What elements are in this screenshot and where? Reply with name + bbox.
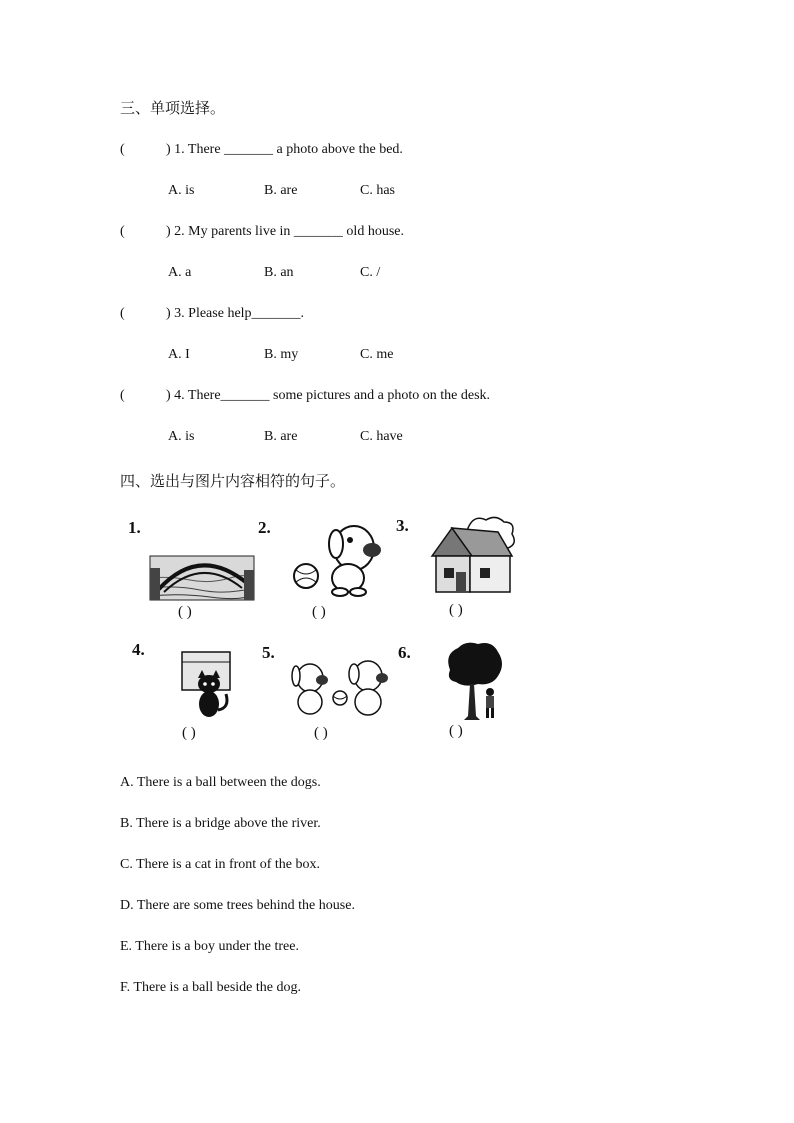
- sentence-a: A. There is a ball between the dogs.: [120, 775, 321, 790]
- sentence-f: F. There is a ball beside the dog.: [120, 980, 301, 995]
- section-3-title: 三、单项选择。: [120, 99, 226, 117]
- answer-paren-close: ): [166, 388, 171, 403]
- boy-under-tree-icon: [442, 640, 506, 722]
- sentence-b: B. There is a bridge above the river.: [120, 816, 321, 831]
- picture-number-6: 6.: [398, 643, 411, 662]
- picture-3-answer-blank: ( ): [449, 602, 463, 618]
- option-a: A. a: [168, 265, 192, 280]
- answer-paren-close: ): [166, 224, 171, 239]
- picture-5-answer-blank: ( ): [314, 725, 328, 741]
- picture-2-answer-blank: ( ): [312, 604, 326, 620]
- question-1: [120, 142, 403, 158]
- picture-4-answer-blank: ( ): [182, 725, 196, 741]
- answer-paren-close: ): [166, 142, 171, 157]
- answer-paren-open: (: [120, 142, 125, 157]
- question-2: [120, 224, 404, 240]
- option-b: B. are: [264, 183, 298, 198]
- question-text: 3. Please help_______.: [174, 306, 305, 321]
- option-b: B. an: [264, 265, 294, 280]
- option-a: A. is: [168, 429, 195, 444]
- option-c: C. have: [360, 429, 403, 444]
- ball-between-dogs-icon: [288, 658, 392, 720]
- sentence-e: E. There is a boy under the tree.: [120, 939, 299, 954]
- option-c: C. has: [360, 183, 395, 198]
- question-text: 2. My parents live in _______ old house.: [174, 224, 404, 239]
- question-text: 1. There _______ a photo above the bed.: [174, 142, 403, 157]
- option-a: A. is: [168, 183, 195, 198]
- question-text: 4. There_______ some pictures and a photo on the desk.: [174, 388, 491, 403]
- option-c: C. /: [360, 265, 381, 280]
- picture-number-2: 2.: [258, 518, 271, 537]
- question-4: [120, 388, 490, 404]
- picture-number-4: 4.: [132, 640, 145, 659]
- ball-beside-dog-icon: [292, 518, 384, 598]
- option-c: C. me: [360, 347, 394, 362]
- sentence-c: C. There is a cat in front of the box.: [120, 857, 320, 872]
- option-a: A. I: [168, 347, 190, 362]
- picture-1-answer-blank: ( ): [178, 604, 192, 620]
- answer-paren-close: ): [166, 306, 171, 321]
- sentence-d: D. There are some trees behind the house.: [120, 898, 355, 913]
- picture-number-1: 1.: [128, 518, 141, 537]
- picture-6-answer-blank: ( ): [449, 723, 463, 739]
- picture-number-5: 5.: [262, 643, 275, 662]
- option-b: B. are: [264, 429, 298, 444]
- answer-paren-open: (: [120, 306, 125, 321]
- answer-paren-open: (: [120, 224, 125, 239]
- picture-number-3: 3.: [396, 516, 409, 535]
- section-4-title: 四、选出与图片内容相符的句子。: [120, 472, 346, 490]
- answer-paren-open: (: [120, 388, 125, 403]
- option-b: B. my: [264, 347, 299, 362]
- question-3: [120, 306, 304, 322]
- trees-behind-house-icon: [428, 514, 520, 596]
- cat-in-front-of-box-icon: [178, 648, 234, 718]
- bridge-over-river-icon: [150, 548, 256, 602]
